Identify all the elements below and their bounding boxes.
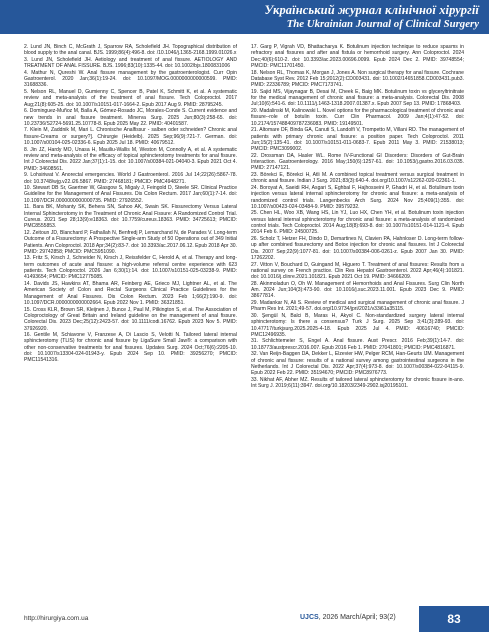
reference-item: 7. Klein M, Zaddnik M, Mari L. Chronische Analfissur - salben oder schneiden? Chronic anal fissure-Creams or surgery?]. Chirurgie (Heidelb). 2025 Sep;96(9):721-7. German. doi: 10.1007/s00104-025-02336-6. Epub 2025 Jul 18. PMID: 40679512. xyxy=(24,127,237,147)
reference-item: 12. Zeitoun JD, Blanchard P, Fathallah N, Benfredj P, Lemarchand N, de Parades V. Long-term Outcome of a Fissurectomy: A Prospective Single-arm Study of 50 Operations out of 349 Initial Patients. Ann Coloproctol. 2018 Apr;34(2):83-7. doi: 10.3393/ac.2017.06.12. Epub 2018 Apr 30. PMID: 29742858; PMCID: PMC5951090. xyxy=(24,229,237,255)
reference-item: 10. Stewart DB Sr, Gaertner W, Glasgow S, Migaly J, Feingold D, Steele SR. Clinical Practice Guideline for the Management of Anal Fissures. Dis Colon Rectum. 2017 Jan;60(1):7-14. doi: 10.1097/DCR.0000000000000735. PMID: 27926552. xyxy=(24,185,237,204)
journal-issue: , 2026 March/April; 93(2) xyxy=(318,614,396,621)
reference-item: 5. Nelson RL, Manuel D, Gumienny C, Spencer B, Patel K, Schmitt K, et al. A systematic review and meta-analysis of the treatment of anal fissure. Tech Coloproctol. 2017 Aug;21(8):605-25. doi: 10.1007/s10151-017-1664-2. Epub 2017 Aug 9. PMID: 28795245. xyxy=(24,88,237,108)
reference-item: 8. Jin JZ, Hardy MO, Unasa H, Mauiliu-Wallis M, Weston M, Connolly A, et al. A systematic review and meta-analysis of the efficacy of topical sphincterotomy treatments for anal fissure. Int J Colorectal Dis. 2022 Jan;37(1):1-15. doi: 10.1007/s00384-021-04040-3. Epub 2021 Oct 4. PMID: 34608561. xyxy=(24,146,237,172)
reference-item: 22. Drossman DA, Hasler WL. Rome IV-Functional GI Disorders: Disorders of Gut-Brain Interaction. Gastroenterology. 2016 May;150(6):1257-61. doi: 10.1053/j.gastro.2016.03.035. PMID: 27147121. xyxy=(251,152,464,172)
reference-item: 27. Vitton V, Bouchard D, Guingand M, Higuero T. Treatment of anal fissures: Results from a national survey on French practice. Clin Res Hepatol Gastroenterol. 2022 Apr;46(4):101821. doi: 10.1016/j.clinre.2021.101821. Epub 2021 Oct 19. PMID: 34666209. xyxy=(251,261,464,281)
references-section xyxy=(24,44,464,589)
page-number: 83 xyxy=(447,612,461,626)
reference-item: 17. Garg P, Vigrah VD, Bhattacharya K. Botulinum injection technique to reduce spasms in refractory anal fissures and after anal fistula or hemorrhoid surgery. Ann Coloproctol. 2024 Dec;40(6):610-2. doi: 10.3393/ac.2023.00696.0099. Epub 2024 Dec 2. PMID: 39748554; PMCID: PMC11701450. xyxy=(251,44,464,70)
reference-item: 26. Scholz T, Hetzer FH, Dindo D, Demartines N, Clavien PA, Hahnloser D. Long-term follow-up after combined fissurectomy and Botox injection for chronic anal fissures. Int J Colorectal Dis. 2007 Sep;22(9):1077-81. doi: 10.1007/s00384-006-0261-z. Epub 2007 Jan 30. PMID: 17262202. xyxy=(251,236,464,262)
reference-item: 11. Bara BK, Mohanty SK, Behera SN, Sahoo AK, Swain SK. Fissurectomy Versus Lateral Internal Sphincterotomy in the Treatment of Chronic Anal Fissure: A Randomized Control Trial. Cureus. 2021 Sep 28;13(9):e18363. doi: 10.7759/cureus.18363. PMID: 34725613; PMCID: PMC8555853. xyxy=(24,204,237,230)
reference-item: 23. Börekci E, Börekci H, Atli M. A combined topical treatment versus surgical treatment in chronic anal fissure. Indian J Surg. 2021;83(3):640-4. doi.org/10.1007/s12262-020-02361-1. xyxy=(251,172,464,185)
reference-item: 15. Cross KLR, Brown SR, Kleijnen J, Bunce J, Paul M, Pilkington S, et al. The Association of Coloproctology of Great Britain and Ireland guideline on the management of anal fissure. Colorectal Dis. 2023 Dec;25(12):2423-57. doi: 10.1111/codi.16762. Epub 2023 Nov 5. PMID: 37926920. xyxy=(24,306,237,332)
page-number-box xyxy=(419,606,489,632)
reference-item: 31. Schlichtemeier S, Engel A. Anal fissure. Aust Prescr. 2016 Feb;39(1):14-7. doi: 10.18773/austprescr.2016.007. Epub 2016 Feb 1. PMID: 27041801; PMCID: PMC4816871. xyxy=(251,338,464,351)
reference-item: 28. Akinmoladun O, Oh W. Management of Hemorrhoids and Anal Fissures. Surg Clin North Am. 2024 Jun;104(3):473-90. doi: 10.1016/j.suc.2023.11.001. Epub 2023 Dec 9. PMID: 38677814. xyxy=(251,280,464,300)
journal-url[interactable]: http://hirurgiya.com.ua xyxy=(24,615,89,622)
journal-issue-info xyxy=(300,614,396,621)
page-footer xyxy=(0,606,489,626)
reference-item: 16. Gentile M, Schiavone V, Franzese A, Di Lascio S, Velotti N. Tailored lateral internal sphincterotomy (TLIS) for chronic anal fissure by LigaSure Small Jaw®: a comparison with other non-conservative treatments for anal fissures. Updates Surg. 2024 Oct;76(6):2205-10. doi: 10.1007/s13304-024-01943-y. Epub 2024 Sep 10. PMID: 39256270; PMCID: PMC11541316. xyxy=(24,332,237,364)
reference-item: 9. Lohsiriwat V. Anorectal emergencies. World J Gastroenterol. 2016 Jul 14;22(26):5867-78. doi: 10.3748/wjg.v22.i26.5867. PMID: 27468181; PMCID: PMC4948271. xyxy=(24,172,237,185)
reference-item: 4. Mathur N, Qureshi W. Anal fissure management by the gastroenterologist. Curr Opin Gastroenterol. 2020 Jan;36(1):19-24. doi: 10.1097/MOG.0000000000000599. PMID: 31688336. xyxy=(24,69,237,89)
reference-item: 18. Nelson RL, Thomas K, Morgan J, Jones A. Non surgical therapy for anal fissure. Cochrane Database Syst Rev. 2012 Feb 15;2012(2):CD003431. doi: 10.1002/14651858.CD003431.pub3. PMID: 22336789; PMCID: PMC7173741. xyxy=(251,69,464,89)
journal-title-en: The Ukrainian Journal of Clinical Surgery xyxy=(286,18,479,30)
reference-item: 25. Chen HL, Woo XB, Wang HS, Lin YJ, Luo HX, Chen YH, et al. Botulinum toxin injection versus lateral internal sphincterotomy for chronic anal fissure: a meta-analysis of randomized control trials. Tech Coloproctol. 2014 Aug;18(8):693-8. doi: 10.1007/s10151-014-1121-4. Epub 2014 Feb 6. PMID: 24500725. xyxy=(251,210,464,236)
reference-item: 32. Van Reijn-Baggen DA, Dekker L, Elzevier HW, Pelger RCM, Han-Geurts IJM. Management of chronic anal fissure: results of a national survey among gastrointestinal surgeons in the Netherlands. Int J Colorectal Dis. 2022 Apr;37(4):973-8. doi: 10.1007/s00384-022-04115-9. Epub 2022 Feb 22. PMID: 35194670; PMCID: PMC8976773. xyxy=(251,351,464,377)
journal-title-ua: Український журнал клінічної хірургії xyxy=(264,3,479,17)
reference-item: 21. Altomare DF, Binda GA, Canuti S, Landolfi V, Trompetto M, Villani RD. The management of patients with primary chronic anal fissure: a position paper. Tech Coloproctol. 2011 Jun;15(2):135-41. doi: 10.1007/s10151-011-0683-7. Epub 2011 May 3. PMID: 21538013; PMCID: PMC3099002. xyxy=(251,127,464,153)
references-right-column xyxy=(251,44,464,390)
journal-header xyxy=(0,0,489,34)
reference-item: 20. Madalinski M, Kalinowski L. Novel options for the pharmacological treatment of chronic anal fissure--role of botulin toxin. Curr Clin Pharmacol. 2009 Jan;4(1):47-52. doi: 10.2174/157488409787236083. PMID: 19149501. xyxy=(251,108,464,127)
reference-item: 30. Şengül N, Balci B, Maras H, Akyol C. Non-standardized surgery lateral internal sphincterotomy: Is there a consensus? Turk J Surg. 2025 Sep 3;41(3):289-93. doi: 10.47717/turkjsurg.2025.2025-4-18. Epub 2025 Jul 4. PMID: 40616740; PMCID: PMC12496935. xyxy=(251,312,464,338)
reference-item: 6. Dominguez-Muñoz M, Balla A, Gómez-Rosado JC, Morales-Conde S. Current evidence and new trends in anal fissure treatment. Minerva Surg. 2025 Jun;80(3):258-65. doi: 10.23736/S2724-5691.25.10778-8. Epub 2025 May 22. PMID: 40401587. xyxy=(24,108,237,127)
reference-item: 33. Nikhat AF, Abher MZ. Results of tailored lateral sphincterotomy for chronic fissure in-ano. Int Surg J. 2019;6(11):3947. doi.org/10.18203/2349-2902.isj20195101. xyxy=(251,376,464,390)
reference-item: 19. Sajid MS, Vijaynagar B, Desai M, Cheek E, Baig MK. Botulinum toxin vs glyceryltrinitrate for the medical management of chronic anal fissure: a meta-analysis. Colorectal Dis. 2008 Jul;10(6):541-6. doi: 10.1111/j.1463-1318.2007.01387.x. Epub 2007 Sep 13. PMID: 17868403. xyxy=(251,88,464,108)
reference-item: 13. Fritz S, Kirsch J, Schneider N, Kirsch J, Reissfelder C, Herold A, et al. Therapy and long-term outcomes of acute anal fissure: a high-volume referral centre experience with 623 patients. Tech Coloproctol. 2026 Jan 6;30(1):14. doi: 10.1007/s10151-025-03238-9. PMID: 41493654; PMCID: PMC12775085. xyxy=(24,255,237,281)
reference-item: 3. Lund JN, Scholefield JH. Aetiology and treatment of anal fissure. AETIOLOGY AND TREATMENT OF ANAL FISSURE. BJS. 1996;83(10):1335-44. doi: 10.1002/bjs.1800831006 xyxy=(24,56,237,70)
references-left-column xyxy=(24,44,237,364)
reference-item: 2. Lund JN, Binch C, McGrath J, Sparrow RA, Scholefield JH. Topographical distribution of blood supply to the anal canal. BJS. 1999;86(4):496-8. doi: /10.1046/j.1365-2168.1999.01026.x xyxy=(24,44,237,57)
reference-item: 14. Davids JS, Hawkins AT, Bhama AR, Feinberg AE, Grieco MJ, Lightner AL, et al. The American Society of Colon and Rectal Surgeons Clinical Practice Guidelines for the Management of Anal Fissures. Dis Colon Rectum. 2023 Feb 1;66(2):190-9. doi: 10.1097/DCR.0000000000002664. Epub 2022 Nov 1. PMID: 36321851. xyxy=(24,280,237,306)
journal-code: UJCS xyxy=(300,614,319,621)
reference-item: 29. Madankar N, Ali S. Review of medical and surgical management of chronic anal fissure. J Pharm Res Int. 2021;49-57. doi.org/10.9734/jpri/2021/v33i61a35115. xyxy=(251,300,464,313)
reference-item: 24. Boroyat A, Saeidi RH, Asgari S, Eghbal F, Hajhosseini P, Ghadri H, et al. Botulinum toxin injection versus lateral internal sphincterotomy for chronic anal fissure: a meta-analysis of randomized control trials. Langenbecks Arch Surg. 2024 Nov 25;409(1):355. doi: 10.1007/s00423-024-03484-9. PMID: 39579232. xyxy=(251,184,464,210)
